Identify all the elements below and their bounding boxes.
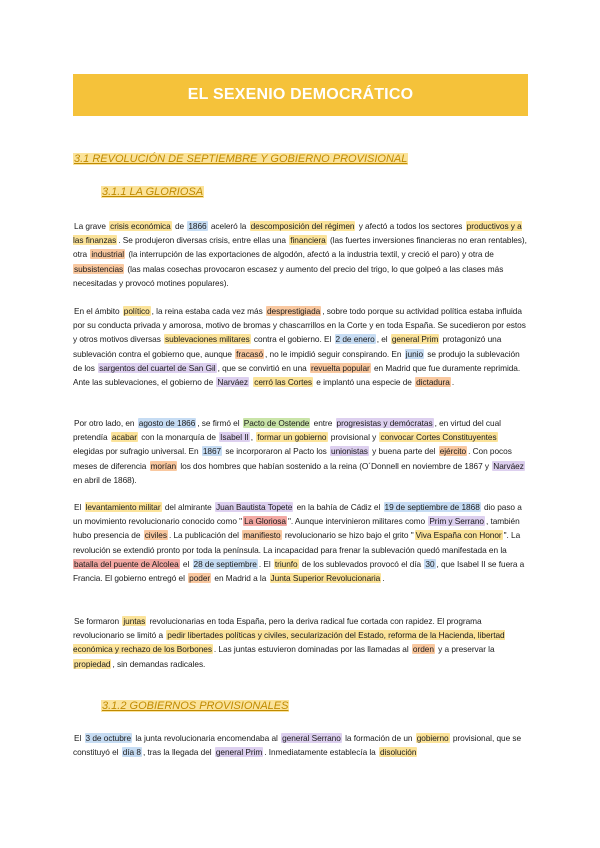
text-run: revolucionarias en toda España, pero la deriva radical fue cortada con rapidez. El programa revolucionario se limitó a (73, 616, 482, 641)
text-run: provisional, que se constituyó el (73, 733, 522, 758)
highlighted-term: cerró las Cortes (254, 377, 312, 388)
text-run: , (250, 432, 256, 443)
text-run: (las malas cosechas provocaron escasez y aumento del precio del trigo, lo que golpeó a las clases más necesitadas y provocó motines populares). (73, 263, 504, 288)
text-run: aceleró la (208, 221, 249, 231)
text-run: y buena parte del (369, 446, 438, 457)
highlighted-term: dictadura (416, 377, 450, 388)
highlighted-term: crisis económica (110, 221, 171, 231)
text-run: protagonizó una sublevación contra el gobierno que, aunque (73, 334, 502, 359)
text-run: y a preservar la (435, 644, 495, 655)
highlighted-term: productivos y a las finanzas (73, 221, 522, 246)
highlighted-term: civiles (144, 530, 167, 541)
text-run: , la reina estaba cada vez más (151, 306, 265, 316)
highlighted-term: sublevaciones militares (165, 334, 250, 345)
section-heading: 3.1 REVOLUCIÓN DE SEPTIEMBRE Y GOBIERNO PROVISIONAL (74, 153, 408, 165)
highlighted-term: sargentos del cuartel de San Gil (99, 362, 216, 373)
highlighted-term: 2 de enero (335, 334, 375, 345)
paragraph-juntas (73, 614, 528, 671)
text-run: La grave (74, 221, 109, 231)
text-run: . El (258, 558, 273, 569)
text-run: , en virtud del cual pretendía (73, 418, 501, 443)
text-run: (la interrupción de las exportaciones de algodón, afectó a la industria textil, y creció el paro) y otra de (126, 249, 494, 260)
paragraph-gobierno-provisional (73, 731, 528, 759)
highlighted-term: Pacto de Ostende (243, 418, 310, 428)
highlighted-term: batalla del puente de Alcolea (74, 558, 179, 569)
text-run: y afectó a todos los sectores (356, 221, 465, 231)
text-run: , también hubo presencia de (73, 516, 520, 541)
highlighted-term: general Prim (391, 334, 439, 345)
highlighted-term: Isabel II (220, 432, 249, 443)
highlighted-term: 1867 (202, 446, 222, 457)
text-run: se produjo la sublevación de los (73, 348, 520, 373)
highlighted-term: propiedad (74, 658, 111, 669)
text-run: , tras la llegada del (142, 747, 214, 758)
text-run: Se formaron (74, 616, 122, 626)
text-run: , no le impidió seguir conspirando. En (265, 348, 404, 359)
highlighted-term: día 8 (122, 747, 141, 758)
highlighted-term: progresistas y demócratas (336, 418, 433, 428)
highlighted-term: Narváez (217, 377, 248, 388)
text-run: , que Isabel II se fuera a Francia. El gobierno entregó el (73, 558, 525, 584)
text-run: . La publicación del (168, 530, 242, 541)
paragraph-politica (73, 304, 528, 389)
text-run: En el ámbito (74, 306, 122, 316)
text-run: , se firmó el (197, 418, 242, 428)
text-run: . Se produjeron diversas crisis, entre ellas una (118, 235, 289, 246)
highlighted-term: La Gloriosa (244, 516, 286, 527)
text-run: el (180, 558, 192, 569)
highlighted-term: Junta Superior Revolucionaria (270, 573, 381, 584)
highlighted-term: unionistas (331, 446, 368, 457)
text-run: la junta revolucionaria encomendaba al (133, 733, 281, 743)
text-run: El (74, 733, 84, 743)
highlighted-term: Prim y Serrano (429, 516, 484, 527)
highlighted-term: 30 (425, 558, 435, 569)
highlighted-term: disolución (380, 747, 417, 758)
text-run: . Con pocos meses de diferencia (73, 446, 512, 471)
text-run: , que se convirtió en una (217, 362, 310, 373)
highlighted-term: Viva España con Honor (415, 530, 502, 541)
highlighted-term: levantamiento militar (85, 502, 161, 512)
highlighted-term: 1866 (188, 221, 207, 231)
subsection-heading-la-gloriosa: 3.1.1 LA GLORIOSA (102, 186, 204, 198)
paragraph-crisis (73, 219, 528, 290)
highlighted-term: industrial (91, 249, 125, 260)
text-run: . Inmediatamente establecía la (264, 747, 379, 758)
text-run: . (451, 377, 455, 388)
highlighted-term: político (123, 306, 150, 316)
text-run: de (172, 221, 187, 231)
highlighted-term: poder (189, 573, 211, 584)
highlighted-term: formar un gobierno (257, 432, 327, 443)
text-run: . (382, 573, 385, 584)
text-run: dio paso a un movimiento revolucionario conocido como " (73, 502, 522, 527)
highlighted-term: agosto de 1866 (138, 418, 196, 428)
highlighted-term: 28 de septiembre (193, 558, 257, 569)
text-run: se incorporaron al Pacto los (223, 446, 330, 457)
highlighted-term: Narváez (493, 460, 524, 471)
text-run: contra el gobierno. El (251, 334, 334, 345)
highlighted-term: desprestigiada (266, 306, 321, 316)
text-run: en Madrid a la (212, 573, 269, 584)
highlighted-term: fracasó (236, 348, 264, 359)
text-run: revolucionario se hizo bajo el grito " (282, 530, 414, 541)
highlighted-term: convocar Cortes Constituyentes (380, 432, 497, 443)
highlighted-term: acabar (111, 432, 137, 443)
text-run: , sobre todo porque su actividad política estaba influida por su conducta privada y amorosa, motivo de bromas y chascarrillos en la Corte y en toda España. Se sucedieron por estos y otros motivos diversas (73, 306, 526, 345)
text-run: en la bahía de Cádiz el (294, 502, 383, 512)
highlighted-term: subsistencias (74, 263, 124, 274)
highlighted-term: triunfo (274, 558, 298, 569)
highlighted-term: financiera (290, 235, 326, 246)
text-run: los dos hombres que habían sostenido a la reina (O´Donnell en noviembre de 1867 y (178, 460, 492, 471)
text-run: en Madrid que fue duramente reprimida. Ante las sublevaciones, el gobierno de (73, 362, 521, 388)
text-run: la formación de un (342, 733, 415, 743)
text-run: provisional y (328, 432, 379, 443)
highlighted-term: Juan Bautista Topete (215, 502, 293, 512)
title-banner (73, 74, 528, 116)
highlighted-term: revuelta popular (311, 362, 370, 373)
text-run: , el (376, 334, 390, 345)
text-run: ". La revolución se extendió pronto por toda la península. La incapacidad para frenar la sublevación quedó manifestada en la (73, 530, 521, 555)
text-run: , sin demandas radicales. (112, 658, 206, 669)
highlighted-term: descomposición del régimen (250, 221, 355, 231)
text-run: en abril de 1868). (73, 474, 137, 485)
highlighted-term: junio (405, 348, 424, 359)
highlighted-term: general Serrano (282, 733, 341, 743)
highlighted-term: pedir libertades políticas y civiles, secularización del Estado, reforma de la Hacienda, libertad económica y rechazo de los Borbones (73, 630, 505, 655)
text-run: . Las juntas estuvieron dominadas por las llamadas al (213, 644, 411, 655)
text-run: El (74, 502, 84, 512)
text-run: e implantó una especie de (314, 377, 415, 388)
highlighted-term: gobierno (416, 733, 449, 743)
page-title: EL SEXENIO DEMOCRÁTICO (187, 86, 414, 103)
highlighted-term: juntas (123, 616, 146, 626)
text-run: con la monarquía de (138, 432, 219, 443)
highlighted-term: 3 de octubre (85, 733, 132, 743)
highlighted-term: ejército (439, 446, 467, 457)
text-run: Por otro lado, en (74, 418, 137, 428)
text-run: (las fuertes inversiones financieras no eran rentables), otra (73, 235, 527, 260)
highlighted-term: morían (150, 460, 177, 471)
text-run: del almirante (162, 502, 214, 512)
highlighted-term: 19 de septiembre de 1868 (384, 502, 480, 512)
text-run: elegidas por sufragio universal. En (73, 446, 201, 457)
text-run: entre (311, 418, 335, 428)
highlighted-term: orden (412, 644, 434, 655)
paragraph-levantamiento (73, 500, 528, 585)
highlighted-term: general Prim (215, 747, 263, 758)
subsection-heading-gobiernos-provisionales: 3.1.2 GOBIERNOS PROVISIONALES (102, 700, 289, 712)
text-run: de los sublevados provocó el día (299, 558, 424, 569)
text-run: ". Aunque intervinieron militares como (287, 516, 428, 527)
highlighted-term: manifiesto (243, 530, 281, 541)
paragraph-pacto-ostende (73, 416, 528, 487)
